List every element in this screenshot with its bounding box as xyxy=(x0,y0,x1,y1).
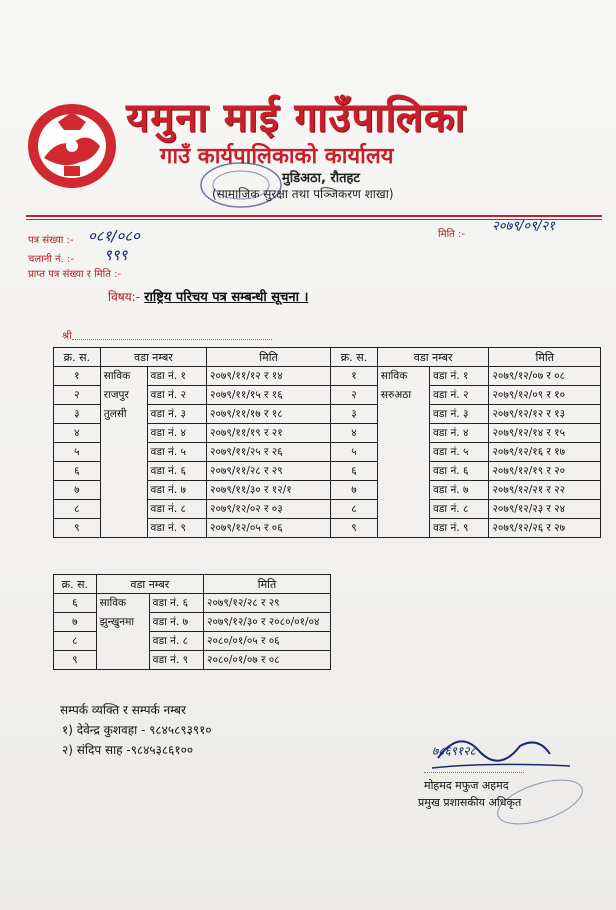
row-sn: ४ xyxy=(54,424,101,443)
letter-number-value: ०८१/०८० xyxy=(88,227,140,245)
row-sn: ५ xyxy=(331,443,378,462)
ward-cell: वडा नं. ८ xyxy=(429,500,488,519)
ward-cell: वडा नं. ७ xyxy=(149,613,203,632)
table-row xyxy=(54,424,601,443)
date-cell: २०७९/१२/३० र २०८०/०१/०४ xyxy=(204,613,331,632)
former-area-cell: तुलसी xyxy=(100,405,147,424)
date-cell: २०७९/१२/०२ र ०३ xyxy=(207,500,331,519)
contact-person-1: १) देवेन्द्र कुशवहा - ९८४५८९३९१० xyxy=(62,723,212,737)
office-subtitle: गाउँ कार्यपालिकाको कार्यालय xyxy=(160,144,394,169)
row-sn: ९ xyxy=(54,651,97,670)
salutation-label: श्री xyxy=(62,331,72,342)
ward-cell: वडा नं. ८ xyxy=(149,632,203,651)
date-cell: २०७९/१२/१६ र १७ xyxy=(489,443,601,462)
ward-cell: वडा नं. ६ xyxy=(429,462,488,481)
date-cell: २०७९/११/१७ र १८ xyxy=(207,405,331,424)
ward-cell: वडा नं. ९ xyxy=(147,519,206,538)
row-sn: १ xyxy=(331,367,378,386)
nepal-emblem-logo xyxy=(24,100,120,192)
row-sn: १ xyxy=(54,367,101,386)
dispatch-number-label: चलानी नं. :- xyxy=(28,254,74,265)
table-row xyxy=(54,519,601,538)
former-area-cell xyxy=(100,424,147,443)
date-cell: २०७९/११/१२ र १४ xyxy=(207,367,331,386)
date-cell: २०७९/१२/२१ र २२ xyxy=(489,481,601,500)
date-cell: २०७९/१२/१९ र २० xyxy=(489,462,601,481)
former-area-cell xyxy=(100,519,147,538)
date-cell: २०८०/०१/०५ र ०६ xyxy=(204,632,331,651)
row-sn: ८ xyxy=(54,500,101,519)
date-cell: २०७९/१२/०७ र ०८ xyxy=(489,367,601,386)
former-area-cell xyxy=(96,632,149,651)
ward-schedule-table-2 xyxy=(53,574,331,670)
row-sn: ३ xyxy=(54,405,101,424)
date-cell: २०७९/११/१५ र १६ xyxy=(207,386,331,405)
table-row xyxy=(54,613,331,632)
salutation-line xyxy=(72,339,272,340)
row-sn: ९ xyxy=(331,519,378,538)
col-sn: क्र. स. xyxy=(54,575,97,594)
contact-heading: सम्पर्क व्यक्ति र सम्पर्क नम्बर xyxy=(60,703,186,717)
dispatch-number-value: ९९९ xyxy=(104,246,128,264)
table-row xyxy=(54,481,601,500)
ward-cell: वडा नं. ३ xyxy=(429,405,488,424)
ward-cell: वडा नं. ५ xyxy=(429,443,488,462)
row-sn: ४ xyxy=(331,424,378,443)
date-cell: २०७९/११/१९ र २१ xyxy=(207,424,331,443)
ward-cell: वडा नं. ५ xyxy=(147,443,206,462)
date-cell: २०८०/०१/०७ र ०८ xyxy=(204,651,331,670)
ward-cell: वडा नं. ८ xyxy=(147,500,206,519)
ward-cell: वडा नं. ४ xyxy=(147,424,206,443)
table-row xyxy=(54,386,601,405)
former-area-cell: साविक xyxy=(96,594,149,613)
date-cell: २०७९/१२/१२ र १३ xyxy=(489,405,601,424)
subject-line xyxy=(108,287,308,305)
date-cell: २०७९/१२/१४ र १५ xyxy=(489,424,601,443)
former-area-cell xyxy=(100,443,147,462)
ward-cell: वडा नं. ९ xyxy=(429,519,488,538)
ward-cell: वडा नं. २ xyxy=(147,386,206,405)
ward-cell: वडा नं. ६ xyxy=(147,462,206,481)
date-cell: २०७९/१२/०५ र ०६ xyxy=(207,519,331,538)
ward-cell: वडा नं. १ xyxy=(147,367,206,386)
office-section: (सामाजिक सुरक्षा तथा पञ्जिकरण शाखा) xyxy=(212,187,394,201)
former-area-cell xyxy=(377,462,429,481)
row-sn: २ xyxy=(54,386,101,405)
col-sn-right: क्र. स. xyxy=(331,348,378,367)
office-location: मुडिअठा, रौतहट xyxy=(282,171,360,186)
col-date-right: मिति xyxy=(489,348,601,367)
row-sn: ३ xyxy=(331,405,378,424)
row-sn: ९ xyxy=(54,519,101,538)
ward-cell: वडा नं. ७ xyxy=(429,481,488,500)
row-sn: ६ xyxy=(54,462,101,481)
date-cell: २०७९/१२/२६ र २७ xyxy=(489,519,601,538)
date-cell: २०७९/११/२८ र २९ xyxy=(207,462,331,481)
officer-title: प्रमुख प्रशासकीय अधिकृत xyxy=(418,796,522,809)
former-area-cell: सरुअठा xyxy=(377,386,429,405)
ward-cell: वडा नं. ७ xyxy=(147,481,206,500)
former-area-cell xyxy=(96,651,149,670)
table-row xyxy=(54,500,601,519)
table-row xyxy=(54,405,601,424)
date-cell: २०७९/१२/२८ र २९ xyxy=(204,594,331,613)
table-row xyxy=(54,632,331,651)
ward-cell: वडा नं. ४ xyxy=(429,424,488,443)
signature-number: ७८६९१२८ xyxy=(432,744,476,758)
row-sn: २ xyxy=(331,386,378,405)
row-sn: ५ xyxy=(54,443,101,462)
signature-line xyxy=(424,772,524,773)
former-area-cell xyxy=(377,481,429,500)
former-area-cell xyxy=(377,405,429,424)
date-value: २०७९/०९/२१ xyxy=(492,219,555,234)
date-label: मिति :- xyxy=(438,229,466,240)
table-row xyxy=(54,594,331,613)
col-sn-left: क्र. स. xyxy=(54,348,101,367)
ward-schedule-table xyxy=(53,347,601,538)
former-area-cell xyxy=(377,500,429,519)
date-cell: २०७९/१२/२३ र २४ xyxy=(489,500,601,519)
row-sn: ७ xyxy=(331,481,378,500)
former-area-cell xyxy=(100,462,147,481)
former-area-cell xyxy=(377,519,429,538)
row-sn: ७ xyxy=(54,613,97,632)
table-row xyxy=(54,462,601,481)
col-ward-right: वडा नम्बर xyxy=(377,348,489,367)
ward-cell: वडा नं. १ xyxy=(429,367,488,386)
contact-person-2: २) संदिप साह -९८४५३८६१०० xyxy=(62,743,194,757)
row-sn: ८ xyxy=(331,500,378,519)
former-area-cell xyxy=(377,424,429,443)
officer-name: मोहमद मफुज अहमद xyxy=(424,779,509,792)
row-sn: ७ xyxy=(54,481,101,500)
former-area-cell: साविक xyxy=(100,367,147,386)
row-sn: ६ xyxy=(54,594,97,613)
municipality-title: यमुना माई गाउँपालिका xyxy=(126,95,466,141)
date-cell: २०७९/११/३० र १२/१ xyxy=(207,481,331,500)
ward-cell: वडा नं. २ xyxy=(429,386,488,405)
row-sn: ६ xyxy=(331,462,378,481)
ward-cell: वडा नं. ३ xyxy=(147,405,206,424)
letter-number-label: पत्र संख्या :- xyxy=(28,235,74,246)
table-row xyxy=(54,367,601,386)
col-ward-left: वडा नम्बर xyxy=(100,348,206,367)
former-area-cell xyxy=(100,481,147,500)
ward-cell: वडा नं. ६ xyxy=(149,594,203,613)
date-cell: २०७९/११/२५ र २६ xyxy=(207,443,331,462)
col-ward: वडा नम्बर xyxy=(96,575,203,594)
former-area-cell: साविक xyxy=(377,367,429,386)
former-area-cell xyxy=(100,500,147,519)
table-row xyxy=(54,651,331,670)
office-stamp xyxy=(196,160,286,210)
col-date-left: मिति xyxy=(207,348,331,367)
former-area-cell xyxy=(377,443,429,462)
subject-label: विषय:- xyxy=(108,290,141,304)
contact-section xyxy=(62,700,212,760)
row-sn: ८ xyxy=(54,632,97,651)
table-row xyxy=(54,443,601,462)
received-letter-label: प्राप्त पत्र संख्या र मिति :- xyxy=(28,269,122,280)
former-area-cell: राजपुर xyxy=(100,386,147,405)
ward-cell: वडा नं. ९ xyxy=(149,651,203,670)
former-area-cell: झुन्खुनमा xyxy=(96,613,149,632)
date-cell: २०७९/१२/०९ र १० xyxy=(489,386,601,405)
col-date: मिति xyxy=(204,575,331,594)
subject-text: राष्ट्रिय परिचय पत्र सम्बन्धी सूचना । xyxy=(144,290,309,305)
